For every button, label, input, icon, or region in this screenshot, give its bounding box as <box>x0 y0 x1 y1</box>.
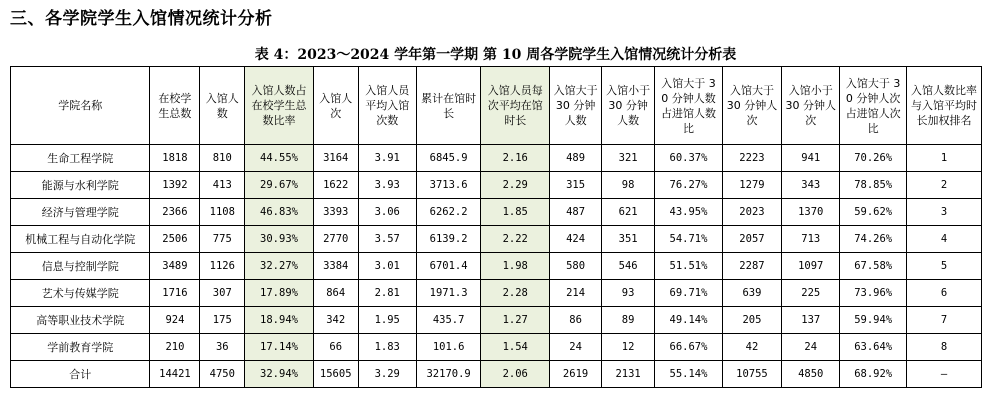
cell-over30-visit-ratio: 59.62% <box>840 199 907 226</box>
cell-visitors: 36 <box>200 334 245 361</box>
cell-visitor-rate: 17.89% <box>245 280 314 307</box>
cell-enrolled: 2366 <box>150 199 200 226</box>
cell-under30-people: 321 <box>602 145 655 172</box>
cell-rank: 5 <box>906 253 981 280</box>
cell-over30-people-ratio: 55.14% <box>655 361 723 388</box>
header-over30-visit-ratio: 入馆大于 30 分钟人次占进馆人次比 <box>840 67 907 145</box>
cell-enrolled: 14421 <box>150 361 200 388</box>
cell-visitors: 4750 <box>200 361 245 388</box>
cell-over30-visits: 2223 <box>722 145 781 172</box>
cell-under30-visits: 713 <box>782 226 840 253</box>
header-avg-visits: 入馆人员平均入馆次数 <box>358 67 416 145</box>
cell-visits: 3164 <box>313 145 358 172</box>
cell-avg-visits: 3.57 <box>358 226 416 253</box>
cell-over30-people-ratio: 49.14% <box>655 307 723 334</box>
cell-under30-visits: 343 <box>782 172 840 199</box>
cell-visitors: 775 <box>200 226 245 253</box>
cell-under30-people: 89 <box>602 307 655 334</box>
cell-rank: 6 <box>906 280 981 307</box>
cell-total-hours: 32170.9 <box>416 361 481 388</box>
cell-over30-people-ratio: 60.37% <box>655 145 723 172</box>
cell-rank: — <box>906 361 981 388</box>
header-under30-visits: 入馆小于 30 分钟人次 <box>782 67 840 145</box>
cell-enrolled: 1818 <box>150 145 200 172</box>
cell-rank: 7 <box>906 307 981 334</box>
cell-rank: 4 <box>906 226 981 253</box>
cell-under30-visits: 1370 <box>782 199 840 226</box>
cell-over30-visits: 205 <box>722 307 781 334</box>
header-under30-people: 入馆小于 30 分钟人数 <box>602 67 655 145</box>
cell-under30-visits: 941 <box>782 145 840 172</box>
cell-total-hours: 435.7 <box>416 307 481 334</box>
cell-avg-visits: 2.81 <box>358 280 416 307</box>
cell-avg-hours: 1.98 <box>481 253 550 280</box>
cell-over30-visit-ratio: 63.64% <box>840 334 907 361</box>
cell-visits: 342 <box>313 307 358 334</box>
header-rank: 入馆人数比率与入馆平均时长加权排名 <box>906 67 981 145</box>
table-row <box>11 334 982 361</box>
cell-college: 生命工程学院 <box>11 145 150 172</box>
header-enrolled: 在校学生总数 <box>150 67 200 145</box>
cell-over30-visits: 2023 <box>722 199 781 226</box>
header-avg-hours: 入馆人员每次平均在馆时长 <box>481 67 550 145</box>
cell-avg-visits: 3.06 <box>358 199 416 226</box>
table-row <box>11 307 982 334</box>
cell-enrolled: 2506 <box>150 226 200 253</box>
cell-visitors: 413 <box>200 172 245 199</box>
cell-avg-visits: 3.91 <box>358 145 416 172</box>
table-row <box>11 199 982 226</box>
cell-visitor-rate: 46.83% <box>245 199 314 226</box>
header-visitor-rate: 入馆人数占在校学生总数比率 <box>245 67 314 145</box>
cell-visitor-rate: 17.14% <box>245 334 314 361</box>
cell-avg-visits: 3.01 <box>358 253 416 280</box>
cell-total-hours: 6701.4 <box>416 253 481 280</box>
cell-avg-visits: 3.29 <box>358 361 416 388</box>
cell-visitor-rate: 32.94% <box>245 361 314 388</box>
cell-visitors: 307 <box>200 280 245 307</box>
cell-over30-visits: 639 <box>722 280 781 307</box>
cell-visitor-rate: 18.94% <box>245 307 314 334</box>
cell-over30-people-ratio: 51.51% <box>655 253 723 280</box>
cell-over30-visit-ratio: 59.94% <box>840 307 907 334</box>
cell-enrolled: 3489 <box>150 253 200 280</box>
cell-over30-people-ratio: 54.71% <box>655 226 723 253</box>
cell-visits: 1622 <box>313 172 358 199</box>
table-row <box>11 280 982 307</box>
cell-total-hours: 3713.6 <box>416 172 481 199</box>
cell-visitors: 175 <box>200 307 245 334</box>
table-row <box>11 226 982 253</box>
cell-under30-visits: 1097 <box>782 253 840 280</box>
cell-enrolled: 210 <box>150 334 200 361</box>
cell-rank: 2 <box>906 172 981 199</box>
cell-over30-visit-ratio: 67.58% <box>840 253 907 280</box>
header-college: 学院名称 <box>11 67 150 145</box>
header-over30-visits: 入馆大于 30 分钟人次 <box>722 67 781 145</box>
total-row <box>11 361 982 388</box>
cell-total-hours: 6845.9 <box>416 145 481 172</box>
cell-total-hours: 101.6 <box>416 334 481 361</box>
cell-avg-hours: 2.28 <box>481 280 550 307</box>
cell-visits: 66 <box>313 334 358 361</box>
cell-visitor-rate: 29.67% <box>245 172 314 199</box>
cell-visits: 15605 <box>313 361 358 388</box>
cell-over30-visit-ratio: 73.96% <box>840 280 907 307</box>
cell-over30-people: 489 <box>550 145 602 172</box>
cell-college: 学前教育学院 <box>11 334 150 361</box>
cell-visitor-rate: 30.93% <box>245 226 314 253</box>
cell-total-hours: 6262.2 <box>416 199 481 226</box>
cell-under30-visits: 137 <box>782 307 840 334</box>
cell-over30-people-ratio: 76.27% <box>655 172 723 199</box>
cell-under30-people: 546 <box>602 253 655 280</box>
cell-college: 艺术与传媒学院 <box>11 280 150 307</box>
cell-over30-people: 2619 <box>550 361 602 388</box>
cell-under30-people: 2131 <box>602 361 655 388</box>
cell-under30-people: 93 <box>602 280 655 307</box>
cell-avg-hours: 1.85 <box>481 199 550 226</box>
cell-avg-hours: 1.27 <box>481 307 550 334</box>
cell-over30-visits: 2057 <box>722 226 781 253</box>
cell-over30-visit-ratio: 74.26% <box>840 226 907 253</box>
cell-total-hours: 6139.2 <box>416 226 481 253</box>
cell-over30-people: 424 <box>550 226 602 253</box>
cell-over30-people: 487 <box>550 199 602 226</box>
cell-avg-hours: 2.29 <box>481 172 550 199</box>
cell-under30-people: 12 <box>602 334 655 361</box>
cell-over30-people-ratio: 66.67% <box>655 334 723 361</box>
cell-over30-visits: 42 <box>722 334 781 361</box>
cell-college: 高等职业技术学院 <box>11 307 150 334</box>
cell-visits: 3384 <box>313 253 358 280</box>
cell-over30-people: 86 <box>550 307 602 334</box>
cell-avg-visits: 1.95 <box>358 307 416 334</box>
cell-under30-visits: 4850 <box>782 361 840 388</box>
cell-visitors: 1126 <box>200 253 245 280</box>
cell-over30-visit-ratio: 68.92% <box>840 361 907 388</box>
cell-under30-people: 351 <box>602 226 655 253</box>
cell-under30-people: 98 <box>602 172 655 199</box>
header-visits: 入馆人次 <box>313 67 358 145</box>
cell-visits: 3393 <box>313 199 358 226</box>
cell-college: 经济与管理学院 <box>11 199 150 226</box>
cell-over30-visits: 10755 <box>722 361 781 388</box>
header-over30-people-ratio: 入馆大于 30 分钟人数占进馆人数比 <box>655 67 723 145</box>
table-row <box>11 253 982 280</box>
cell-over30-people-ratio: 69.71% <box>655 280 723 307</box>
cell-visitor-rate: 44.55% <box>245 145 314 172</box>
cell-over30-people: 315 <box>550 172 602 199</box>
cell-over30-visits: 1279 <box>722 172 781 199</box>
header-visitors: 入馆人数 <box>200 67 245 145</box>
table-row <box>11 145 982 172</box>
cell-avg-hours: 2.06 <box>481 361 550 388</box>
cell-over30-visits: 2287 <box>722 253 781 280</box>
header-row <box>11 67 982 145</box>
cell-under30-people: 621 <box>602 199 655 226</box>
cell-over30-visit-ratio: 70.26% <box>840 145 907 172</box>
cell-visitors: 810 <box>200 145 245 172</box>
cell-college: 机械工程与自动化学院 <box>11 226 150 253</box>
header-total-hours: 累计在馆时长 <box>416 67 481 145</box>
header-over30-people: 入馆大于 30 分钟人数 <box>550 67 602 145</box>
table-body <box>11 145 982 388</box>
cell-rank: 1 <box>906 145 981 172</box>
cell-under30-visits: 24 <box>782 334 840 361</box>
cell-visits: 864 <box>313 280 358 307</box>
cell-over30-visit-ratio: 78.85% <box>840 172 907 199</box>
cell-college: 能源与水利学院 <box>11 172 150 199</box>
college-visit-stats-table <box>10 66 982 388</box>
cell-enrolled: 924 <box>150 307 200 334</box>
cell-avg-hours: 2.22 <box>481 226 550 253</box>
cell-over30-people: 214 <box>550 280 602 307</box>
cell-avg-hours: 1.54 <box>481 334 550 361</box>
cell-over30-people: 24 <box>550 334 602 361</box>
cell-over30-people-ratio: 43.95% <box>655 199 723 226</box>
cell-visitors: 1108 <box>200 199 245 226</box>
table-caption: 表 4：2023～2024 学年第一学期 第 10 周各学院学生入馆情况统计分析表 <box>254 47 737 63</box>
section-heading: 三、各学院学生入馆情况统计分析 <box>10 9 273 29</box>
cell-college: 信息与控制学院 <box>11 253 150 280</box>
cell-avg-visits: 3.93 <box>358 172 416 199</box>
cell-visitor-rate: 32.27% <box>245 253 314 280</box>
cell-total-hours: 1971.3 <box>416 280 481 307</box>
cell-visits: 2770 <box>313 226 358 253</box>
cell-rank: 3 <box>906 199 981 226</box>
cell-avg-visits: 1.83 <box>358 334 416 361</box>
table-row <box>11 172 982 199</box>
cell-under30-visits: 225 <box>782 280 840 307</box>
cell-enrolled: 1392 <box>150 172 200 199</box>
cell-enrolled: 1716 <box>150 280 200 307</box>
cell-over30-people: 580 <box>550 253 602 280</box>
cell-college: 合计 <box>11 361 150 388</box>
cell-avg-hours: 2.16 <box>481 145 550 172</box>
cell-rank: 8 <box>906 334 981 361</box>
